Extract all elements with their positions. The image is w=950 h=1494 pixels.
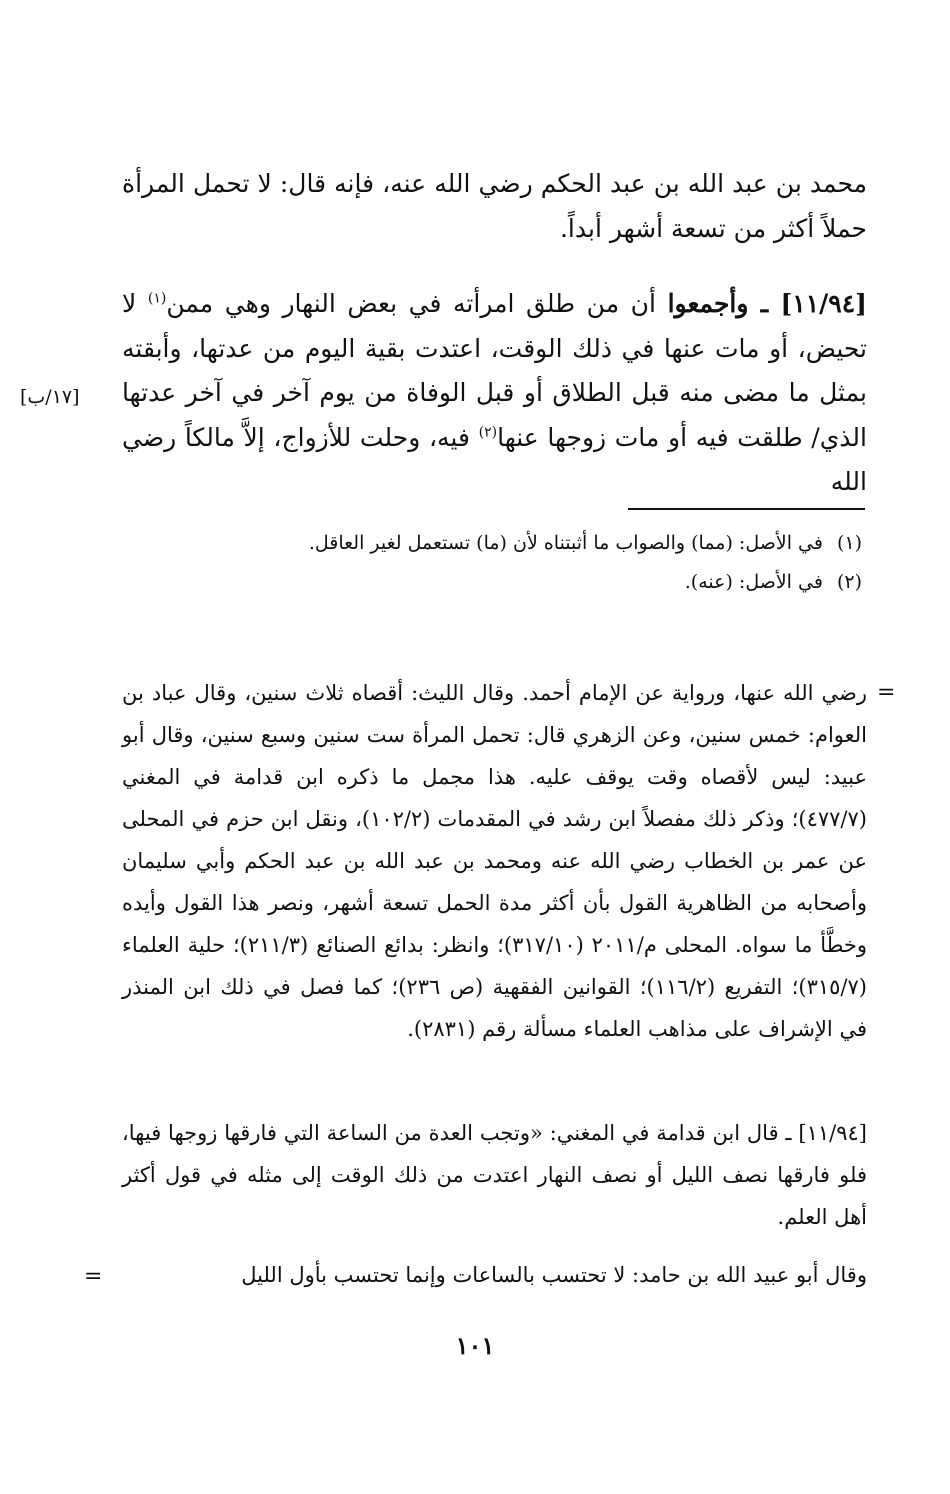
footnote-marker-2: (٢) (478, 424, 498, 441)
footnote-text: في الأصل: (عنه). (684, 571, 823, 593)
page-number: ١٠١ (455, 1331, 495, 1360)
footnote-text: في الأصل: (مما) والصواب ما أثبتناه لأن (ما) تستعمل لغير العاقل. (308, 532, 823, 554)
ruling-text-b: لا تحيض، أو مات عنها في ذلك الوقت، اعتدت بقية اليوم من عدتها، وأبقته بمثل ما مضى منه قبل الطلاق أو قبل الوفاة من يوم آخر في آخر عدتها الذي/ طلقت فيه أو مات زوجها عنها (122, 289, 867, 452)
footnote-1 (102, 524, 862, 563)
footnote-divider (628, 508, 865, 510)
footnote-number: (١) (836, 532, 862, 554)
footnote-2 (102, 563, 862, 602)
paragraph-ruling (122, 282, 867, 505)
ruling-reference: [١١/٩٤] ـ وأجمعوا (667, 289, 867, 318)
note-ibn-qudama: [١١/٩٤] ـ قال ابن قدامة في المغني: «وتجب العدة من الساعة التي فارقها زوجها فيها، فلو فارقها نصف الليل أو نصف النهار اعتدت من ذلك الوقت إلى مثله في قول أكثر أهل العلم. (122, 1121, 867, 1229)
footnote-number: (٢) (836, 571, 862, 593)
footnotes (102, 524, 862, 602)
continues-mark: = (84, 1264, 103, 1289)
note-continued: رضي الله عنها، ورواية عن الإمام أحمد. وقال الليث: أقصاه ثلاث سنين، وقال عباد بن العوام: خمس سنين، وعن الزهري قال: تحمل المرأة ست سنين وسبع سنين، وقال أبو عبيد: ليس لأقصاه وقت يوقف عليه. هذا مجمل ما ذكره ابن قدامة في المغني (٤٧٧/٧)؛ وذكر ذلك مفصلاً ابن رشد في المقدمات (١٠٢/٢)، ونقل ابن حزم في المحلى عن عمر بن الخطاب رضي الله عنه ومحمد بن عبد الله بن عبد الحكم وأبي سليمان وأصحابه من الظاهرية القول بأن أكثر مدة الحمل تسعة أشهر، ونصر هذا القول وأيده وخطَّأ ما سواه. المحلى م/٢٠١١ (٣١٧/١٠)؛ وانظر: بدائع الصنائع (٢١١/٣)؛ حلية العلماء (٣١٥/٧)؛ التفريع (١١٦/٢)؛ القوانين الفقهية (ص ٢٣٦)؛ كما فصل في ذلك ابن المنذر في الإشراف على مذاهب العلماء مسألة رقم (٢٨٣١). (122, 681, 867, 1041)
ruling-text-a: أن من طلق امرأته في بعض النهار وهي ممن (166, 289, 668, 318)
continuation-mark: = (877, 680, 896, 705)
note-abu-ubaid: وقال أبو عبيد الله بن حامد: لا تحتسب بالساعات وإنما تحتسب بأول الليل (241, 1263, 867, 1287)
footnote-marker-1: (١) (147, 290, 167, 307)
ruling-text-c: فيه، وحلت للأزواج، إلاَّ مالكاً رضي الله (122, 422, 867, 496)
paragraph-top: محمد بن عبد الله بن عبد الحكم رضي الله عنه، فإنه قال: لا تحمل المرأة حملاً أكثر من تسعة أشهر أبداً. (122, 169, 867, 243)
manuscript-folio-reference: [١٧/ب] (20, 386, 80, 408)
